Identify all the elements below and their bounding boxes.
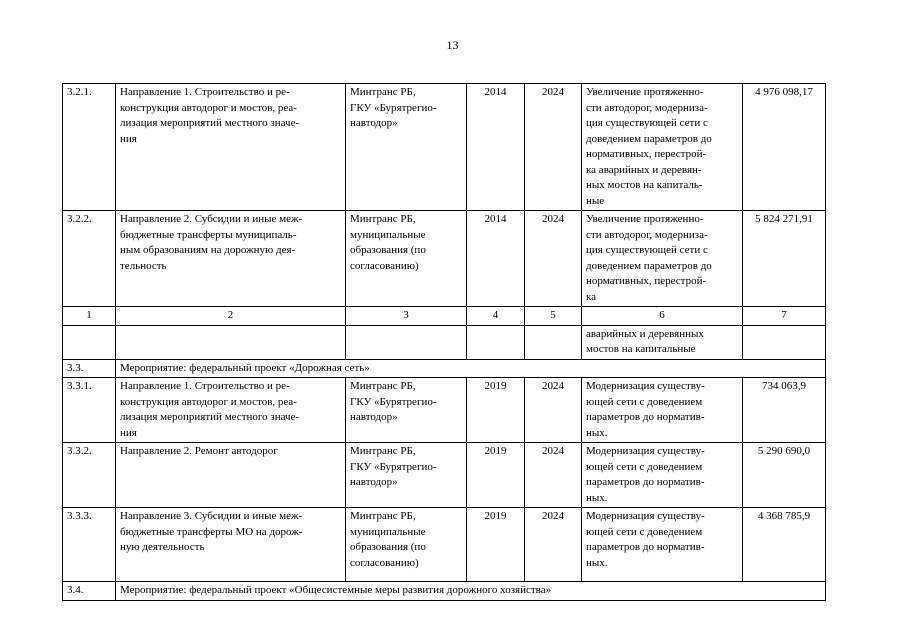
executor-line: ГКУ «Бурятрегио-	[350, 460, 437, 473]
direction-line: Направление 2. Субсидии и иные меж-	[120, 213, 303, 225]
direction-cell	[116, 378, 346, 443]
program-table	[62, 83, 826, 601]
direction-line: бюджетные трансферты муниципаль-	[120, 228, 297, 241]
result-line: сти автодорог, модерниза-	[586, 228, 708, 241]
continuation-row	[63, 325, 826, 359]
result-line: нормативных, перестрой-	[586, 148, 707, 160]
result-line: ющей сети с доведением	[586, 460, 703, 473]
result-line: ция существующей сети с	[586, 117, 708, 129]
result-line: ных мостов на капиталь-	[586, 179, 703, 191]
direction-line: ния	[120, 426, 137, 439]
direction-line: Направление 1. Строительство и ре-	[120, 86, 290, 98]
executor-line: согласованию)	[350, 556, 419, 569]
executor-line: образования (по	[350, 541, 426, 553]
executor-line: навтодор»	[350, 117, 398, 129]
executor-cell	[346, 508, 467, 582]
empty-cell	[525, 325, 582, 359]
column-number-row	[63, 307, 826, 326]
empty-cell	[743, 325, 826, 359]
executor-line: согласованию)	[350, 259, 419, 272]
executor-line: образования (по	[350, 244, 426, 256]
executor-cell	[346, 84, 467, 211]
table-row	[63, 211, 826, 307]
result-line: Модернизация существу-	[586, 510, 705, 522]
executor-line: ГКУ «Бурятрегио-	[350, 101, 437, 114]
direction-line: ния	[120, 132, 137, 145]
result-line: ция существующей сети с	[586, 244, 708, 256]
direction-line: ную деятельность	[120, 541, 205, 553]
row-number: 3.2.1.	[63, 84, 116, 211]
executor-cell	[346, 211, 467, 307]
empty-cell	[116, 325, 346, 359]
year-end: 2024	[525, 211, 582, 307]
result-cell	[582, 508, 743, 582]
row-number: 3.3.2.	[63, 443, 116, 508]
executor-line: Минтранс РБ,	[350, 380, 416, 392]
sum-cell: 734 063,9	[743, 378, 826, 443]
result-line: доведением параметров до	[586, 132, 712, 145]
year-end: 2024	[525, 378, 582, 443]
direction-line: конструкция автодорог и мостов, реа-	[120, 101, 297, 114]
event-row	[63, 582, 826, 601]
sum-cell: 5 824 271,91	[743, 211, 826, 307]
result-line: ных.	[586, 491, 608, 504]
column-number: 7	[743, 307, 826, 326]
executor-line: Минтранс РБ,	[350, 86, 416, 98]
sum-cell: 4 976 098,17	[743, 84, 826, 211]
event-title: Мероприятие: федеральный проект «Общесистемные меры развития дорожного хозяйства»	[116, 582, 826, 601]
result-line: ющей сети с доведением	[586, 525, 703, 538]
column-number: 2	[116, 307, 346, 326]
table-row	[63, 443, 826, 508]
event-row	[63, 359, 826, 378]
column-number: 1	[63, 307, 116, 326]
table-row	[63, 508, 826, 582]
direction-cell	[116, 443, 346, 508]
row-number: 3.2.2.	[63, 211, 116, 307]
result-line: Увеличение протяженно-	[586, 86, 704, 98]
executor-line: Минтранс РБ,	[350, 445, 416, 457]
result-line: Модернизация существу-	[586, 380, 705, 392]
year-start: 2014	[467, 84, 525, 211]
direction-cell	[116, 508, 346, 582]
executor-line: навтодор»	[350, 411, 398, 423]
sum-cell: 4 368 785,9	[743, 508, 826, 582]
result-line: мостов на капитальные	[586, 343, 696, 355]
direction-line: ным образованиям на дорожную дея-	[120, 244, 296, 256]
result-line: Увеличение протяженно-	[586, 213, 704, 225]
executor-line: муниципальные	[350, 525, 426, 538]
column-number: 5	[525, 307, 582, 326]
direction-line: Направление 1. Строительство и ре-	[120, 380, 290, 392]
sum-cell: 5 290 690,0	[743, 443, 826, 508]
year-end: 2024	[525, 84, 582, 211]
executor-line: ГКУ «Бурятрегио-	[350, 395, 437, 408]
result-line: ка	[586, 290, 597, 303]
result-line: параметров до норматив-	[586, 541, 705, 553]
year-start: 2014	[467, 211, 525, 307]
direction-cell	[116, 84, 346, 211]
direction-line: конструкция автодорог и мостов, реа-	[120, 395, 297, 408]
result-line: ных.	[586, 556, 608, 569]
result-line: аварийных и деревянных	[586, 327, 704, 340]
result-line: ка аварийных и деревян-	[586, 163, 702, 176]
event-title: Мероприятие: федеральный проект «Дорожная сеть»	[116, 359, 826, 378]
result-line: нормативных, перестрой-	[586, 275, 707, 287]
result-line: параметров до норматив-	[586, 411, 705, 423]
page-number: 13	[446, 38, 459, 52]
row-number: 3.4.	[63, 582, 116, 601]
result-cell	[582, 325, 743, 359]
executor-cell	[346, 443, 467, 508]
year-end: 2024	[525, 508, 582, 582]
year-start: 2019	[467, 508, 525, 582]
direction-line: Направление 3. Субсидии и иные меж-	[120, 510, 303, 522]
executor-cell	[346, 378, 467, 443]
result-cell	[582, 443, 743, 508]
row-number: 3.3.	[63, 359, 116, 378]
direction-cell	[116, 211, 346, 307]
direction-line: Направление 2. Ремонт автодорог	[120, 445, 278, 457]
result-line: ющей сети с доведением	[586, 395, 703, 408]
table-row	[63, 84, 826, 211]
empty-cell	[63, 325, 116, 359]
result-cell	[582, 378, 743, 443]
direction-line: бюджетные трансферты МО на дорож-	[120, 525, 303, 538]
year-end: 2024	[525, 443, 582, 508]
result-line: сти автодорог, модерниза-	[586, 101, 708, 114]
year-start: 2019	[467, 443, 525, 508]
column-number: 3	[346, 307, 467, 326]
table-row	[63, 378, 826, 443]
result-line: параметров до норматив-	[586, 476, 705, 488]
result-line: ных.	[586, 426, 608, 439]
direction-line: лизация мероприятий местного значе-	[120, 411, 300, 423]
result-cell	[582, 84, 743, 211]
direction-line: тельность	[120, 259, 167, 272]
empty-cell	[346, 325, 467, 359]
row-number: 3.3.3.	[63, 508, 116, 582]
result-line: ные	[586, 194, 605, 207]
executor-line: навтодор»	[350, 476, 398, 488]
row-number: 3.3.1.	[63, 378, 116, 443]
result-line: доведением параметров до	[586, 259, 712, 272]
direction-line: лизация мероприятий местного значе-	[120, 117, 300, 129]
executor-line: Минтранс РБ,	[350, 510, 416, 522]
year-start: 2019	[467, 378, 525, 443]
result-cell	[582, 211, 743, 307]
column-number: 4	[467, 307, 525, 326]
column-number: 6	[582, 307, 743, 326]
executor-line: Минтранс РБ,	[350, 213, 416, 225]
empty-cell	[467, 325, 525, 359]
result-line: Модернизация существу-	[586, 445, 705, 457]
executor-line: муниципальные	[350, 228, 426, 241]
